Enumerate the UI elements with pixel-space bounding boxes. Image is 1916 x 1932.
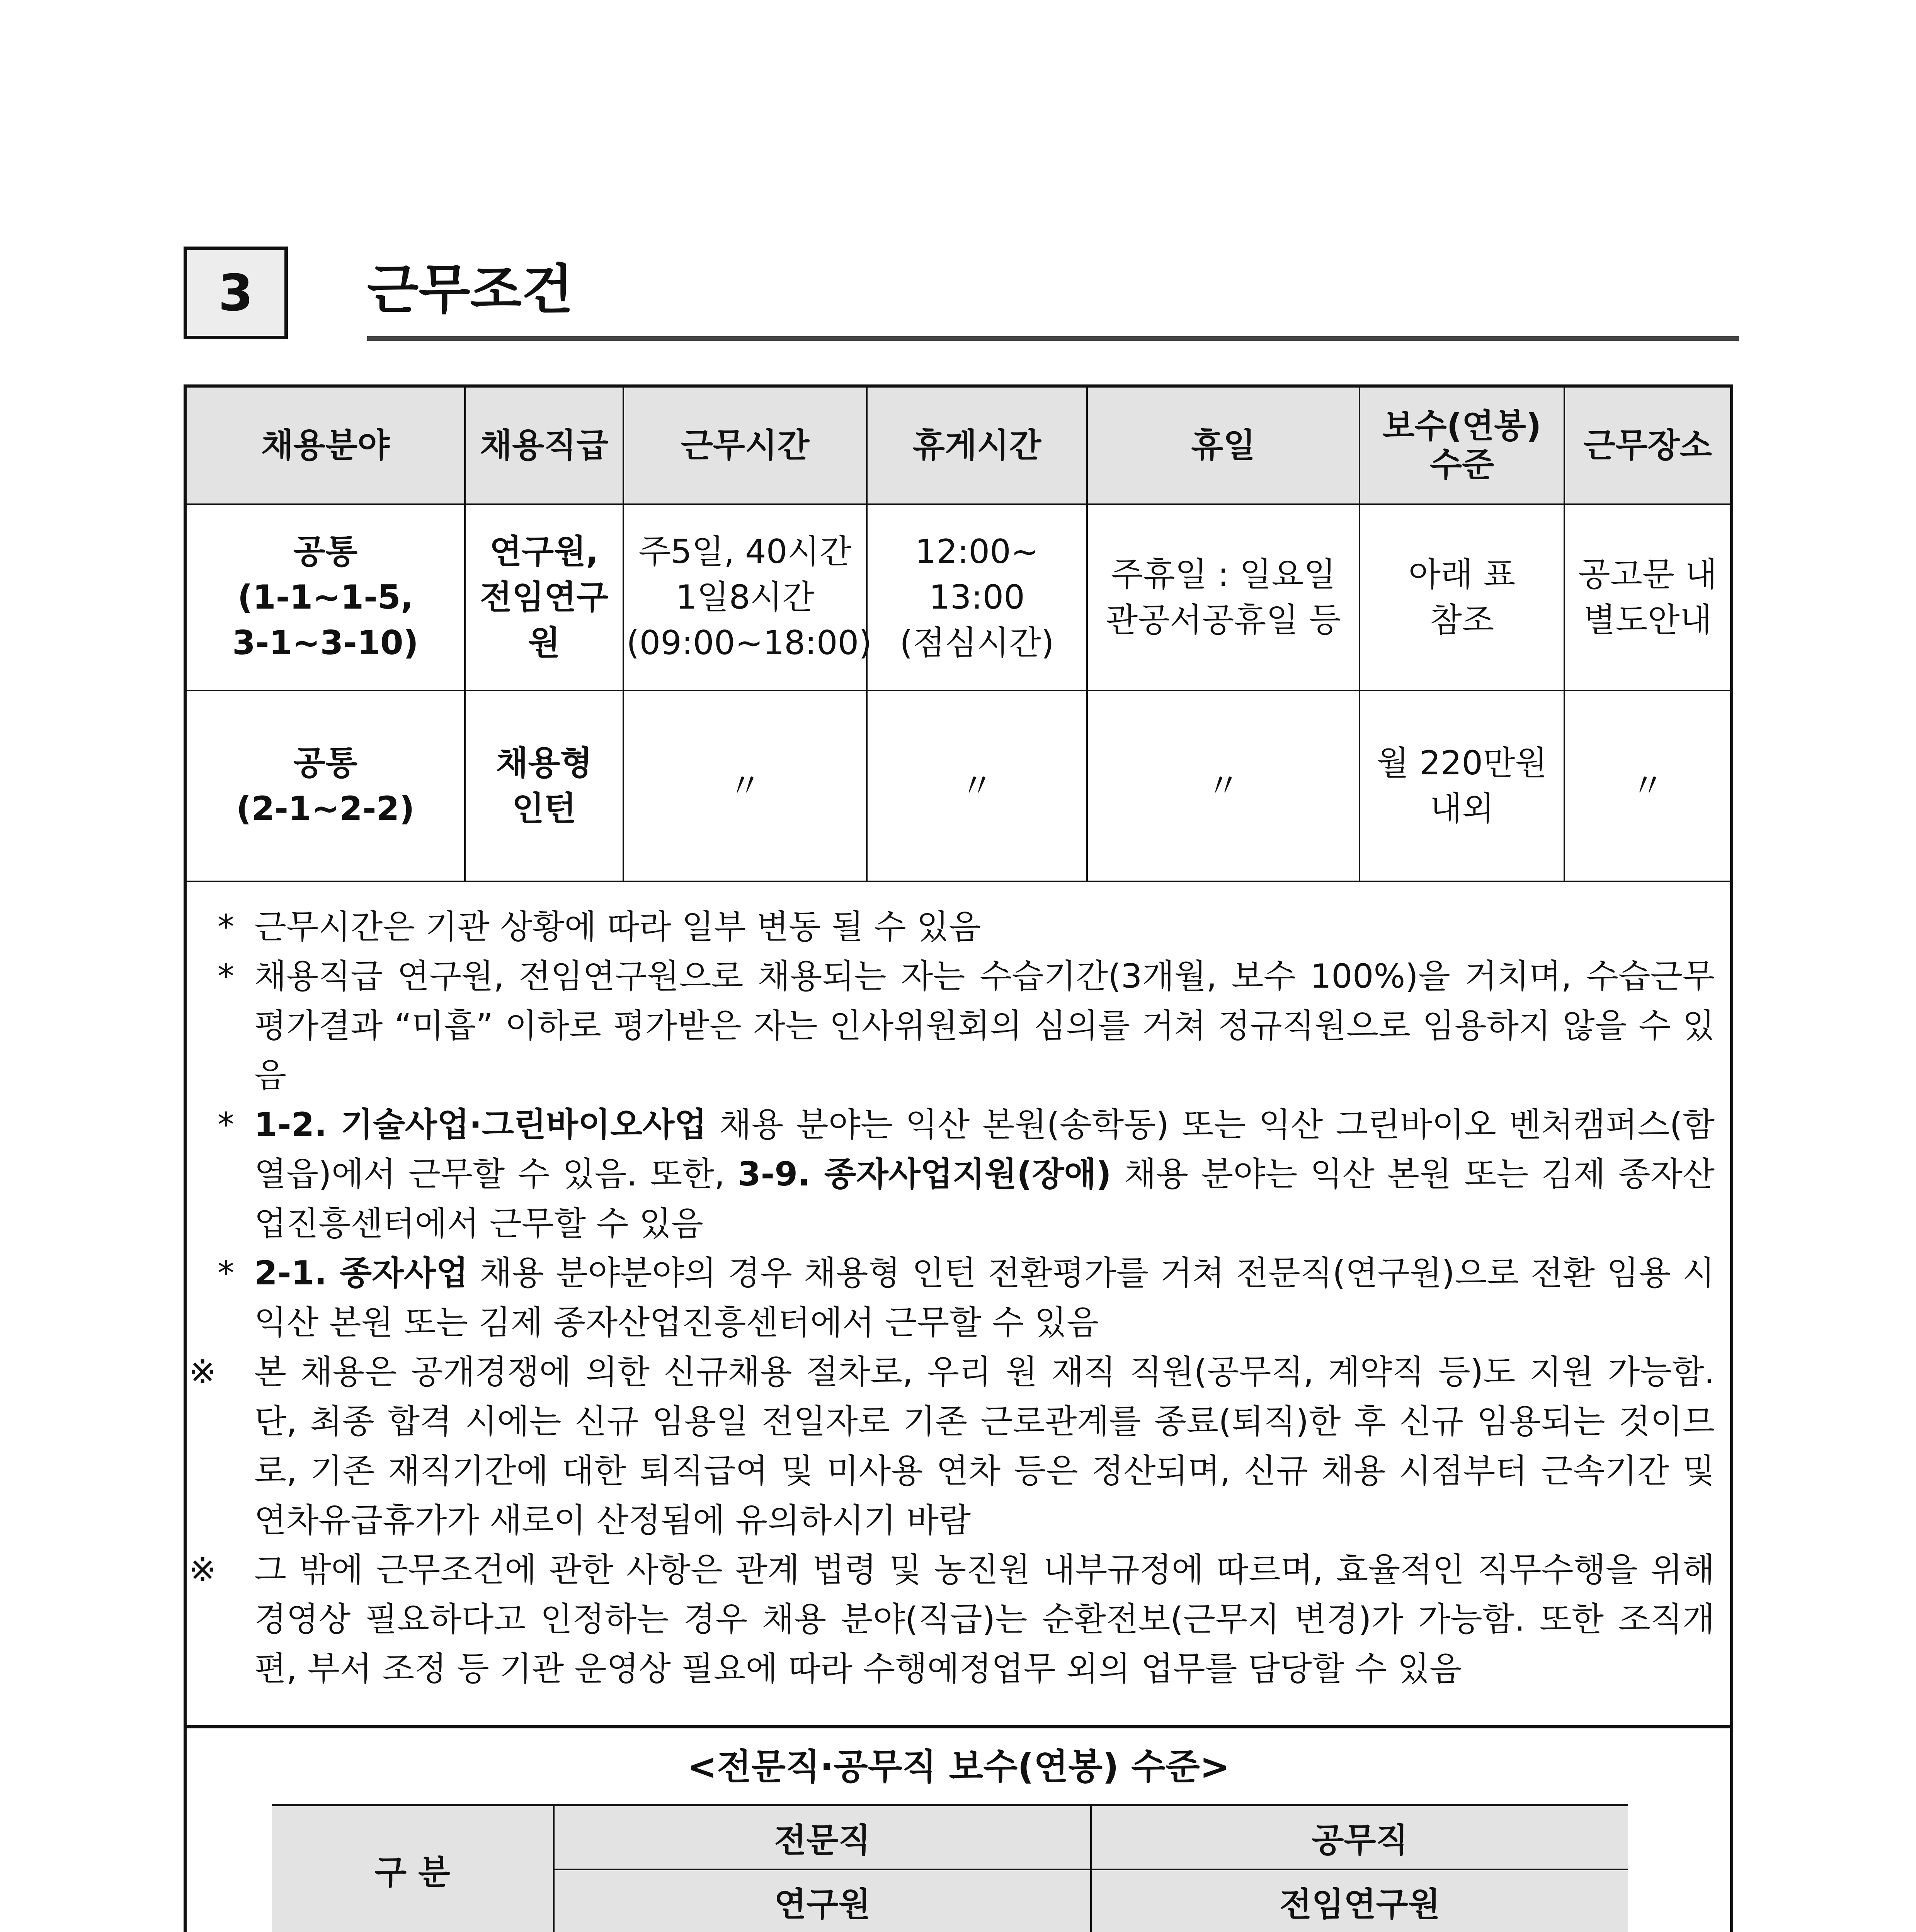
cell-field: 공통 (2-1~2-2)	[187, 690, 465, 881]
table-header-row	[187, 388, 1730, 504]
bullet-mark: *	[218, 957, 234, 996]
cell-grade: 연구원, 전임연구원	[465, 504, 623, 690]
note-item	[189, 1347, 1715, 1545]
cell-salary: 아래 표 참조	[1360, 504, 1564, 690]
section-number: 3	[184, 247, 288, 339]
note-text: 채용직급 연구원, 전임연구원으로 채용되는 자는 수습기간(3개월, 보수 100%)을 거치며, 수습근무 평가결과 “미흡” 이하로 평가받은 자는 인사위원회의 심의를 거쳐 정규직원으로 임용하지 않을 수 있음	[254, 957, 1715, 1095]
note-text: 본 채용은 공개경쟁에 의한 신규채용 절차로, 우리 원 재직 직원(공무직, 계약직 등)도 지원 가능함. 단, 최종 합격 시에는 신규 임용일 전일자로 기존 근로관계를 종료(퇴직)한 후 신규 임용되는 것이므로, 기존 재직기간에 대한 퇴직급여 및 미사용 연차 등은 정산되며, 신규 채용 시점부터 근속기간 및 연차유급휴가가 새로이 산정됨에 유의하시기 바람	[254, 1353, 1715, 1540]
note-item	[202, 902, 1715, 952]
note-text: 근무시간은 기관 상황에 따라 일부 변동 될 수 있음	[254, 908, 981, 946]
reference-mark: ※	[189, 1353, 217, 1391]
header-salary: 보수(연봉) 수준	[1360, 388, 1564, 504]
header-hours: 근무시간	[623, 388, 867, 504]
work-conditions-box	[184, 384, 1733, 1932]
note-item	[202, 1100, 1715, 1248]
salary-header-group-professional: 전문직	[554, 1805, 1091, 1869]
cell-field: 공통 (1-1~1-5, 3-1~3-10)	[187, 504, 465, 690]
cell-break: 12:00~ 13:00 (점심시간)	[867, 504, 1087, 690]
header-field: 채용분야	[187, 388, 465, 504]
reference-mark: ※	[189, 1551, 217, 1589]
cell-holiday: 주휴일 : 일요일 관공서공휴일 등	[1087, 504, 1360, 690]
header-grade: 채용직급	[465, 388, 623, 504]
salary-table	[272, 1804, 1628, 1932]
header-location: 근무장소	[1564, 388, 1730, 504]
note-item	[202, 952, 1715, 1100]
salary-header-grade-senior: 전임연구원	[1091, 1869, 1628, 1932]
bullet-mark: *	[218, 1105, 234, 1144]
note-emphasis: 1-2. 기술사업·그린바이오사업	[254, 1105, 707, 1144]
note-emphasis: 3-9. 종자사업지원(장애)	[737, 1155, 1111, 1194]
note-text: 채용 분야는 익산 본원(송학동) 또는 익산 그린바이오 벤처캠퍼스(함열읍)에서 근무할 수 있음. 또한,	[254, 1105, 1715, 1194]
salary-header-grade-researcher: 연구원	[554, 1869, 1091, 1932]
cell-hours: 〃	[623, 690, 867, 881]
table-row	[187, 504, 1730, 690]
cell-location: 〃	[1564, 690, 1730, 881]
cell-break: 〃	[867, 690, 1087, 881]
header-holiday: 휴일	[1087, 388, 1360, 504]
cell-location: 공고문 내 별도안내	[1564, 504, 1730, 690]
header-break: 휴게시간	[867, 388, 1087, 504]
cell-salary: 월 220만원 내외	[1360, 690, 1564, 881]
bullet-mark: *	[218, 1254, 234, 1293]
section-underline	[367, 336, 1739, 341]
note-emphasis: 2-1. 종자사업	[254, 1254, 468, 1293]
work-conditions-table	[187, 388, 1730, 882]
cell-holiday: 〃	[1087, 690, 1360, 881]
note-text: 채용 분야는 익산 본원 또는 김제 종자산업진흥센터에서 근무할 수 있음	[254, 1155, 1715, 1243]
note-text: 그 밖에 근무조건에 관한 사항은 관계 법령 및 농진원 내부규정에 따르며, 효율적인 직무수행을 위해 경영상 필요하다고 인정하는 경우 채용 분야(직급)는 순환전보(근무지 변경)가 가능함. 또한 조직개편, 부서 조정 등 기관 운영상 필요에 따라 수행예정업무 외의 업무를 담당할 수 있음	[254, 1551, 1715, 1688]
cell-hours: 주5일, 40시간 1일8시간 (09:00~18:00)	[623, 504, 867, 690]
bullet-mark: *	[218, 908, 234, 946]
table-row	[187, 690, 1730, 881]
note-item	[189, 1545, 1715, 1694]
salary-header-group-public: 공무직	[1091, 1805, 1628, 1869]
cell-grade: 채용형 인턴	[465, 690, 623, 881]
notes-section	[187, 886, 1730, 1728]
note-item	[202, 1248, 1715, 1347]
salary-header-row	[272, 1805, 1628, 1869]
note-text: 채용 분야분야의 경우 채용형 인턴 전환평가를 거쳐 전문직(연구원)으로 전환 임용 시 익산 본원 또는 김제 종자산업진흥센터에서 근무할 수 있음	[254, 1254, 1715, 1342]
salary-table-title: <전문직·공무직 보수(연봉) 수준>	[687, 1746, 1230, 1787]
section-title: 근무조건	[367, 259, 573, 321]
salary-header-category: 구 분	[272, 1805, 554, 1932]
